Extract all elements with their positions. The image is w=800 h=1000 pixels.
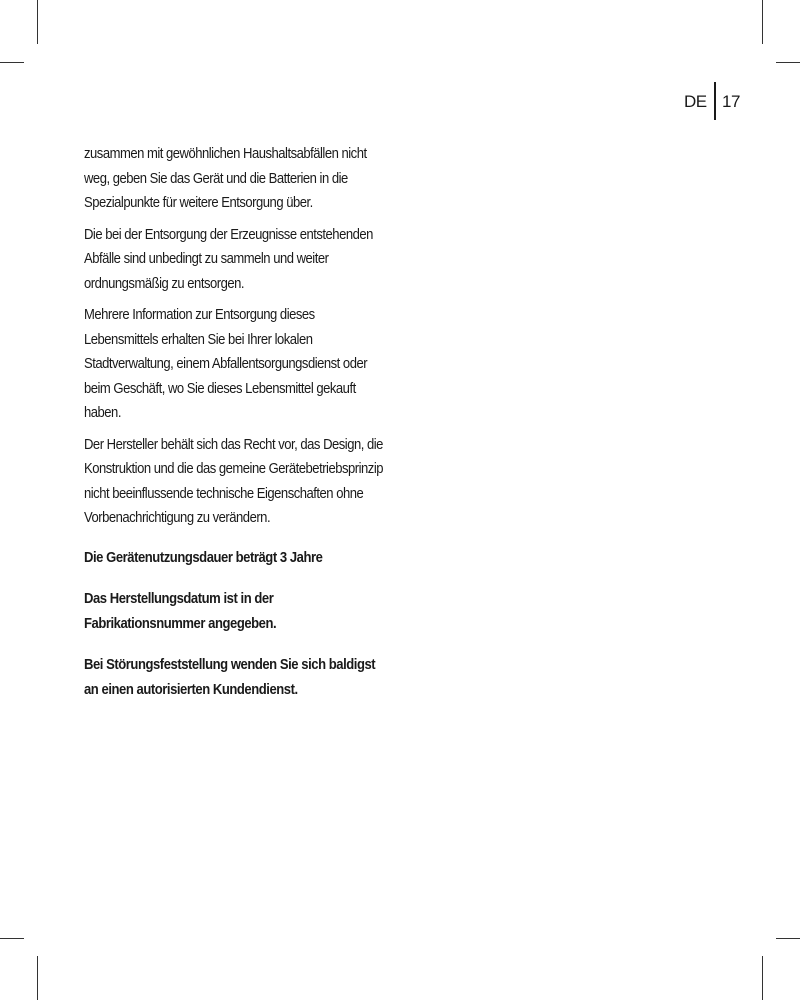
language-code: DE [684,92,707,111]
notice-service-center: Bei Störungsfeststellung wenden Sie sich baldigst an einen autorisierten Kundendienst. [84,657,376,698]
crop-mark-bottom-right-horizontal [776,938,800,939]
crop-mark-bottom-right-vertical [762,956,763,1000]
paragraph-waste-collection: Die bei der Entsorgung der Erzeugnisse entstehenden Abfälle sind unbedingt zu sammeln und weiter ordnungsmäßig zu entsorgen. [84,226,373,292]
crop-mark-top-right-vertical [762,0,763,44]
paragraph-disposal-information: Mehrere Information zur Entsorgung dieses Lebensmittels erhalten Sie bei Ihrer lokalen Stadtverwaltung, einem Abfallentsorgungsdienst oder beim Geschäft, wo Sie dieses Lebensmittel gekauft haben. [84,307,368,421]
crop-mark-top-right-horizontal [776,62,800,63]
page-number: 17 [722,92,740,111]
paragraph-manufacturer-rights: Der Hersteller behält sich das Recht vor, das Design, die Konstruktion und die das gemeine Gerätebetriebsprinzip nicht beeinflussende technische Eigenschaften ohne Vorbenachrichtigung zu verändern. [84,436,383,526]
notice-production-date: Das Herstellungsdatum ist in der Fabrikationsnummer angegeben. [84,591,277,632]
page-content [84,142,389,709]
paragraph-disposal: zusammen mit gewöhnlichen Haushaltsabfällen nicht weg, geben Sie das Gerät und die Batterien in die Spezialpunkte für weitere Entsorgung über. [84,146,367,211]
crop-mark-bottom-left-horizontal [0,938,24,939]
notice-service-life: Die Gerätenutzungsdauer beträgt 3 Jahre [84,549,323,566]
crop-mark-bottom-left-vertical [37,956,38,1000]
crop-mark-top-left-vertical [37,0,38,44]
crop-mark-top-left-horizontal [0,62,24,63]
header-divider [714,82,716,120]
page-header [680,88,760,124]
